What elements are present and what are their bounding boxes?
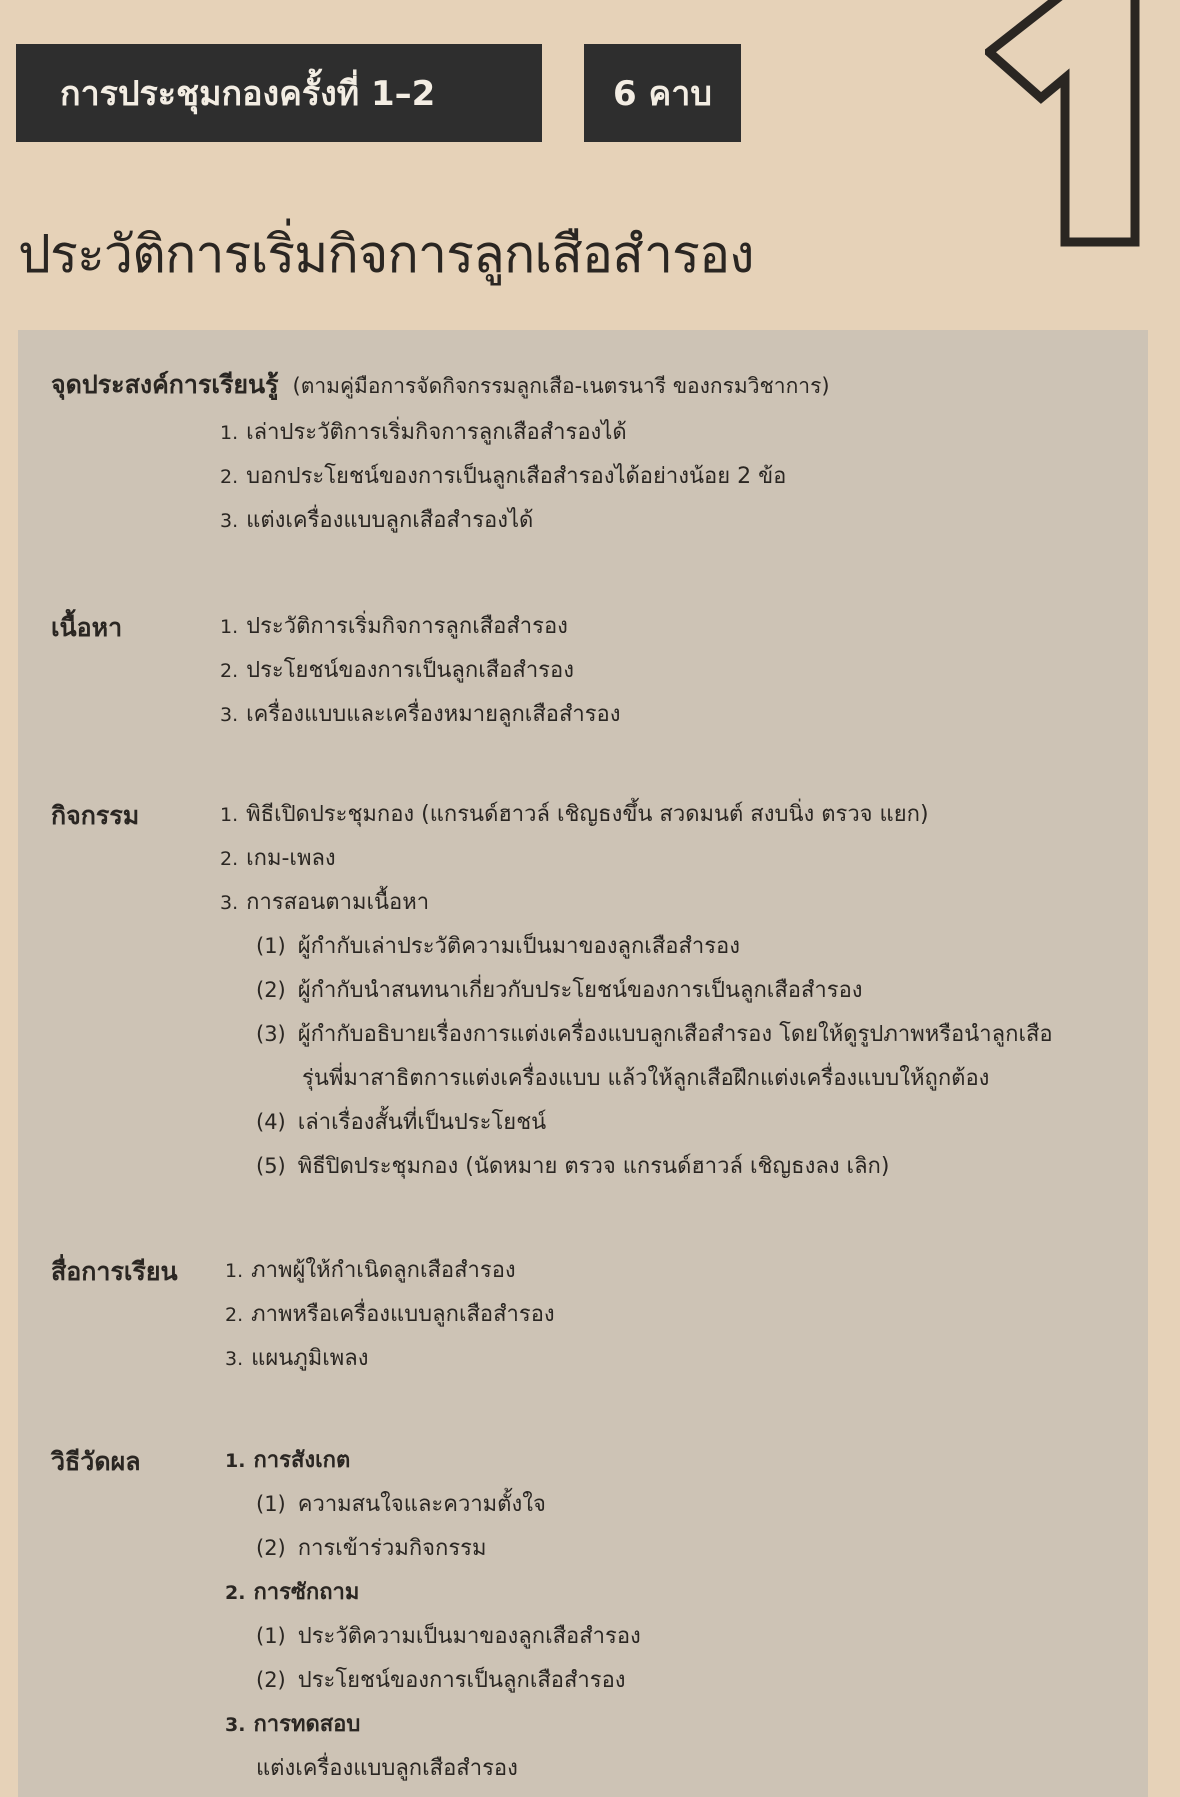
evaluation-group-title: 3. การทดสอบ (225, 1712, 361, 1737)
page-title: ประวัติการเริ่มกิจการลูกเสือสำรอง (18, 225, 754, 285)
list-item: (2) ประโยชน์ของการเป็นลูกเสือสำรอง (256, 1668, 626, 1693)
periods-header (584, 44, 741, 142)
list-item: 3. แผนภูมิเพลง (225, 1346, 369, 1371)
list-item: 1. ภาพผู้ให้กำเนิดลูกเสือสำรอง (225, 1258, 516, 1283)
list-item: 2. ประโยชน์ของการเป็นลูกเสือสำรอง (220, 658, 574, 683)
evaluation-group-title: 1. การสังเกต (225, 1448, 351, 1473)
list-item: (1) ผู้กำกับเล่าประวัติความเป็นมาของลูกเสือสำรอง (256, 934, 741, 959)
list-item: 3. การสอนตามเนื้อหา (220, 890, 430, 915)
session-label: การประชุมกองครั้งที่ 1–2 (60, 74, 436, 114)
list-item: 3. เครื่องแบบและเครื่องหมายลูกเสือสำรอง (220, 702, 621, 727)
list-item: (2) การเข้าร่วมกิจกรรม (256, 1536, 487, 1561)
list-item: 2. ภาพหรือเครื่องแบบลูกเสือสำรอง (225, 1302, 555, 1327)
list-item: 1. ประวัติการเริ่มกิจการลูกเสือสำรอง (220, 614, 568, 639)
list-item: (1) ประวัติความเป็นมาของลูกเสือสำรอง (256, 1624, 641, 1649)
list-item: (4) เล่าเรื่องสั้นที่เป็นประโยชน์ (256, 1110, 547, 1135)
lesson-plan-box (18, 330, 1148, 1797)
objectives-label: จุดประสงค์การเรียนรู้ (51, 370, 279, 399)
objectives-note: (ตามคู่มือการจัดกิจกรรมลูกเสือ-เนตรนารี ของกรมวิชาการ) (292, 374, 830, 398)
list-item: (3) ผู้กำกับอธิบายเรื่องการแต่งเครื่องแบบลูกเสือสำรอง โดยให้ดูรูปภาพหรือนำลูกเสือ (256, 1022, 1053, 1047)
list-item: (5) พิธีปิดประชุมกอง (นัดหมาย ตรวจ แกรนด์ฮาวล์ เชิญธงลง เลิก) (256, 1154, 890, 1179)
media-section-label: สื่อการเรียน (51, 1257, 178, 1286)
session-header (16, 44, 542, 142)
evaluation-section-label: วิธีวัดผล (51, 1447, 141, 1476)
list-item: 1. พิธีเปิดประชุมกอง (แกรนด์ฮาวล์ เชิญธงขึ้น สวดมนต์ สงบนิ่ง ตรวจ แยก) (220, 802, 929, 827)
list-item: 2. บอกประโยชน์ของการเป็นลูกเสือสำรองได้อย่างน้อย 2 ข้อ (220, 464, 787, 489)
evaluation-group-title: 2. การซักถาม (225, 1580, 360, 1605)
list-item: (2) ผู้กำกับนำสนทนาเกี่ยวกับประโยชน์ของการเป็นลูกเสือสำรอง (256, 978, 863, 1003)
content-section-label: เนื้อหา (51, 613, 123, 642)
activities-section-label: กิจกรรม (51, 801, 140, 830)
objectives-section (51, 365, 830, 405)
evaluation-detail: แต่งเครื่องแบบลูกเสือสำรอง (256, 1756, 518, 1781)
periods-label: 6 คาบ (613, 74, 712, 114)
list-item-continuation: รุ่นพี่มาสาธิตการแต่งเครื่องแบบ แล้วให้ลูกเสือฝึกแต่งเครื่องแบบให้ถูกต้อง (302, 1066, 990, 1091)
list-item: 3. แต่งเครื่องแบบลูกเสือสำรองได้ (220, 508, 534, 533)
chapter-number-graphic (985, 0, 1145, 270)
list-item: 2. เกม-เพลง (220, 846, 336, 871)
list-item: (1) ความสนใจและความตั้งใจ (256, 1492, 546, 1517)
list-item: 1. เล่าประวัติการเริ่มกิจการลูกเสือสำรองได้ (220, 420, 627, 445)
